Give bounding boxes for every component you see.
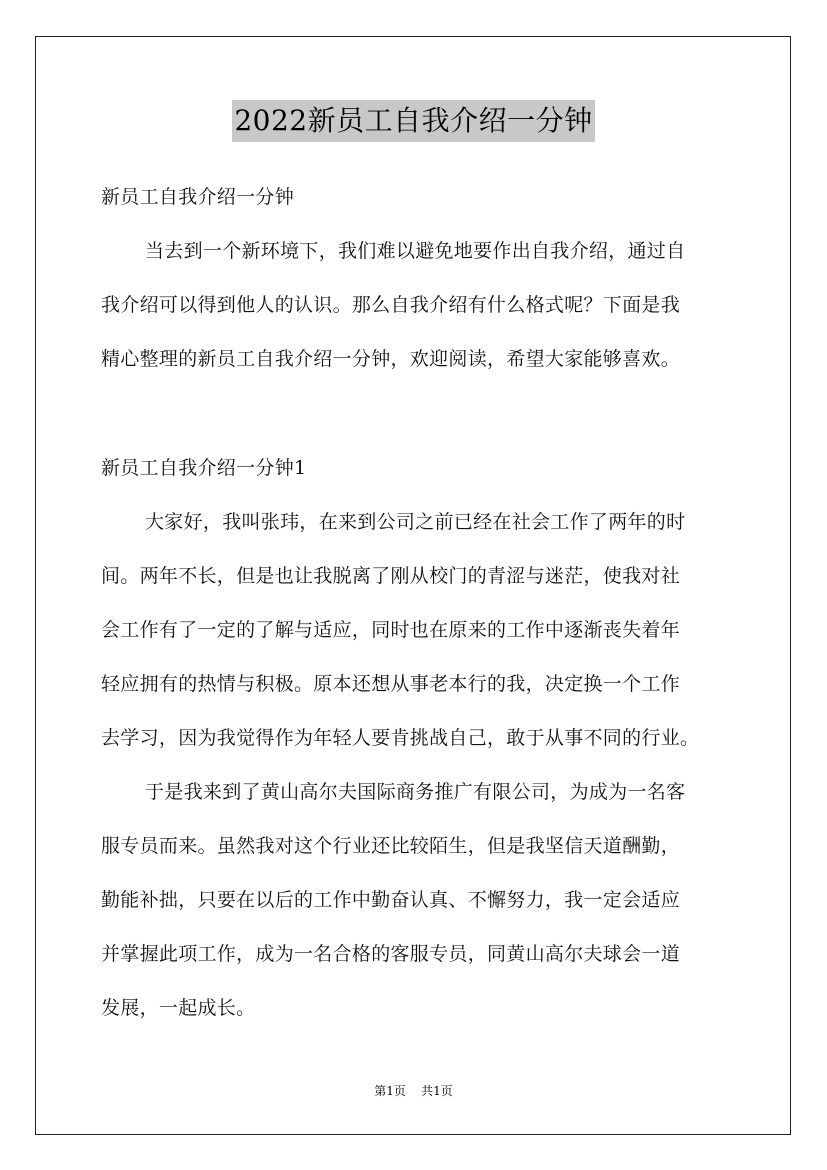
- paragraph-line: 会工作有了一定的了解与适应，同时也在原来的工作中逐渐丧失着年: [101, 619, 681, 641]
- intro-line: 当去到一个新环境下，我们难以避免地要作出自我介绍，通过自: [145, 240, 686, 262]
- paragraph-line: 发展，一起成长。: [101, 997, 256, 1019]
- paragraph-line: 大家好，我叫张玮，在来到公司之前已经在社会工作了两年的时: [145, 511, 686, 533]
- paragraph-line: 去学习，因为我觉得作为年轻人要肯挑战自己，敢于从事不同的行业。: [101, 727, 700, 749]
- paragraph-line: 间。两年不长，但是也让我脱离了刚从校门的青涩与迷茫，使我对社: [101, 565, 681, 587]
- paragraph-line: 于是我来到了黄山高尔夫国际商务推广有限公司，为成为一名客: [145, 781, 686, 803]
- document-title: 2022新员工自我介绍一分钟: [232, 100, 594, 142]
- paragraph-line: 服专员而来。虽然我对这个行业还比较陌生，但是我坚信天道酬勤，: [101, 835, 681, 857]
- document-title-container: [0, 100, 827, 142]
- page-number: 第1页: [374, 1084, 406, 1098]
- paragraph-line: 轻应拥有的热情与积极。原本还想从事老本行的我，决定换一个工作: [101, 673, 681, 695]
- intro-line: 精心整理的新员工自我介绍一分钟，欢迎阅读，希望大家能够喜欢。: [101, 348, 681, 370]
- paragraph-line: 并掌握此项工作，成为一名合格的客服专员，同黄山高尔夫球会一道: [101, 943, 681, 965]
- section-heading: 新员工自我介绍一分钟1: [101, 457, 307, 479]
- page-total: 共1页: [421, 1084, 453, 1098]
- page-footer: [0, 1082, 827, 1099]
- paragraph-line: 勤能补拙，只要在以后的工作中勤奋认真、不懈努力，我一定会适应: [101, 889, 681, 911]
- intro-line: 我介绍可以得到他人的认识。那么自我介绍有什么格式呢？下面是我: [101, 294, 681, 316]
- subtitle: 新员工自我介绍一分钟: [101, 186, 295, 208]
